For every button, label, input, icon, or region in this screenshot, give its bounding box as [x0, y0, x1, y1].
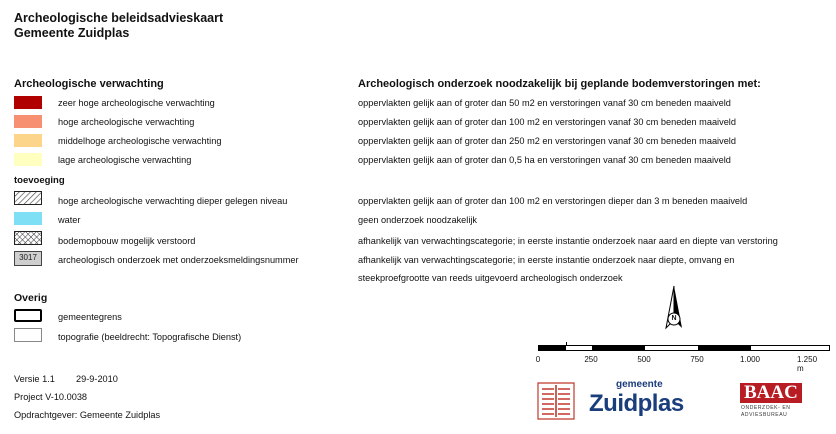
legend-label: hoge archeologische verwachting dieper gelegen niveau [58, 196, 288, 206]
research-heading: Archeologisch onderzoek noodzakelijk bij geplande bodemverstoringen met: [358, 78, 761, 90]
legend-desc-continued: steekproefgrootte van reeds uitgevoerd archeologisch onderzoek [358, 273, 623, 283]
legend-label: topografie (beeldrecht: Topografische Dienst) [58, 332, 242, 342]
legend-desc: oppervlakten gelijk aan of groter dan 250 m2 en verstoringen vanaf 30 cm beneden maaiveld [358, 136, 736, 146]
lage-swatch [14, 153, 42, 166]
date-label: 29-9-2010 [76, 374, 118, 384]
client-label: Opdrachtgever: Gemeente Zuidplas [14, 410, 161, 420]
scale-tick-label: 1.250 m [797, 355, 818, 373]
legend-desc: oppervlakten gelijk aan of groter dan 100 m2 en verstoringen dieper dan 3 m beneden maaiveld [358, 196, 748, 206]
version-label: Versie 1.1 [14, 374, 55, 384]
baac-logo-sub2: ADVIESBUREAU [741, 412, 788, 418]
onderzoeksnummer-badge: 3017 [14, 251, 42, 266]
map-subtitle: Gemeente Zuidplas [14, 26, 130, 40]
gemeentegrens-swatch [14, 309, 42, 322]
legend-desc: oppervlakten gelijk aan of groter dan 100 m2 en verstoringen vanaf 30 cm beneden maaiveld [358, 117, 736, 127]
scale-bar [538, 345, 830, 351]
north-label: N [671, 315, 677, 322]
middelhoge-swatch [14, 134, 42, 147]
legend-label: hoge archeologische verwachting [58, 117, 195, 127]
topografie-swatch [14, 328, 42, 342]
toevoeging-label: toevoeging [14, 175, 65, 186]
legend-label: middelhoge archeologische verwachting [58, 136, 222, 146]
legend-label: archeologisch onderzoek met onderzoeksmeldingsnummer [58, 255, 299, 265]
scale-tick-label: 0 [535, 355, 541, 364]
legend-label: bodemopbouw mogelijk verstoord [58, 236, 196, 246]
hatch-swatch [14, 191, 42, 205]
north-arrow-icon [660, 284, 688, 340]
project-label: Project V-10.0038 [14, 392, 88, 402]
scale-tick-label: 250 [584, 355, 598, 364]
crosshatch-swatch [14, 231, 42, 245]
legend-label: lage archeologische verwachting [58, 155, 192, 165]
legend-desc: afhankelijk van verwachtingscategorie; in eerste instantie onderzoek naar diepte, omvang en [358, 255, 735, 265]
scale-tick-label: 500 [637, 355, 651, 364]
water-swatch [14, 212, 42, 225]
legend-label: gemeentegrens [58, 312, 122, 322]
zuidplas-logo-icon [536, 381, 576, 421]
zuidplas-logo-top: gemeente [616, 379, 663, 390]
baac-logo-name: BAAC [740, 383, 802, 403]
legend-desc: oppervlakten gelijk aan of groter dan 0,5 ha en verstoringen vanaf 30 cm beneden maaiveld [358, 155, 731, 165]
overig-heading: Overig [14, 292, 48, 304]
zeer-hoge-swatch [14, 96, 42, 109]
map-title: Archeologische beleidsadvieskaart [14, 11, 224, 25]
legend-desc: oppervlakten gelijk aan of groter dan 50 m2 en verstoringen vanaf 30 cm beneden maaiveld [358, 98, 731, 108]
hoge-swatch [14, 115, 42, 128]
baac-logo-sub1: ONDERZOEK- EN [741, 405, 791, 411]
scale-tick-label: 1.000 [739, 355, 761, 364]
scale-tick-label: 750 [690, 355, 704, 364]
zuidplas-logo-name: Zuidplas [589, 390, 684, 417]
legend-desc: afhankelijk van verwachtingscategorie; in eerste instantie onderzoek naar aard en diepte van verstoring [358, 236, 778, 246]
legend-heading: Archeologische verwachting [14, 78, 164, 90]
legend-desc: geen onderzoek noodzakelijk [358, 215, 478, 225]
legend-label: zeer hoge archeologische verwachting [58, 98, 215, 108]
legend-label: water [58, 215, 81, 225]
